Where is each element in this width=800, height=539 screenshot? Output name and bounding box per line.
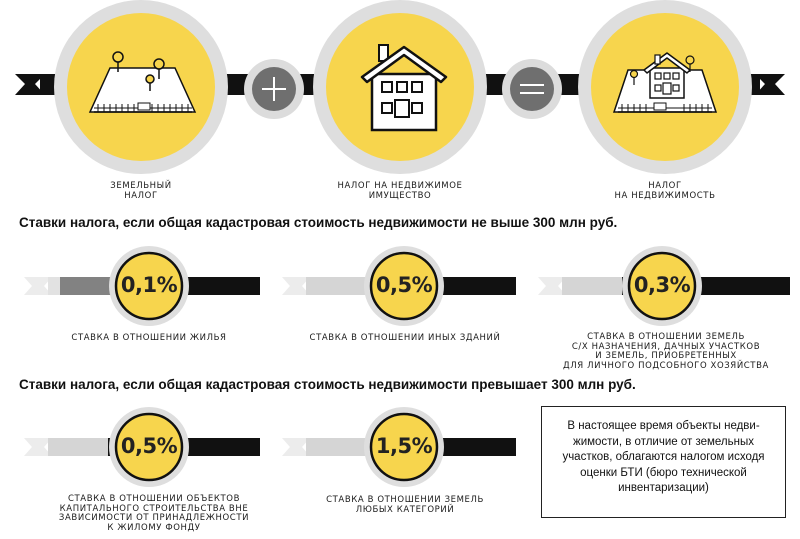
land-tax-icon (54, 0, 228, 174)
section-2-heading: Ставки налога, если общая кадастровая стоимость недвижимости превышает 300 млн руб. (19, 377, 636, 392)
rate-value-any-land: 1,5% (375, 434, 433, 458)
equals-sign-text (527, 80, 528, 81)
property-tax-icon (313, 0, 487, 174)
property-tax-label: НАЛОГ НА НЕДВИЖИМОЕ ИМУЩЕСТВО (337, 181, 463, 201)
bti-note-box: В настоящее время объекты недви- жимости, в отличие от земельных участков, облагаются налогом исходя оценки БТИ (бюро технической инвентаризации) (541, 406, 786, 518)
plus-icon (244, 59, 304, 119)
equals-icon (502, 59, 562, 119)
real-estate-tax-icon (578, 0, 752, 174)
rate-caption-other-buildings: СТАВКА В ОТНОШЕНИИ ИНЫХ ЗДАНИЙ (309, 333, 501, 343)
rate-caption-any-land: СТАВКА В ОТНОШЕНИИ ЗЕМЕЛЬ ЛЮБЫХ КАТЕГОРИЙ (326, 495, 484, 515)
rate-value-housing: 0,1% (120, 273, 178, 297)
rate-value-capital-construction: 0,5% (120, 434, 178, 458)
plus-sign-text (269, 80, 270, 81)
real-estate-tax-label: НАЛОГ НА НЕДВИЖИМОСТЬ (614, 181, 716, 201)
rate-value-other-buildings: 0,5% (375, 273, 433, 297)
land-tax-label: ЗЕМЕЛЬНЫЙ НАЛОГ (110, 181, 172, 201)
rate-caption-capital-construction: СТАВКА В ОТНОШЕНИИ ОБЪЕКТОВ КАПИТАЛЬНОГО СТРОИТЕЛЬСТВА ВНЕ ЗАВИСИМОСТИ ОТ ПРИНАДЛЕЖНОСТИ К ЖИЛОМУ ФОНДУ (58, 494, 250, 533)
section-1-heading: Ставки налога, если общая кадастровая стоимость недвижимости не выше 300 млн руб. (19, 215, 618, 230)
rate-caption-housing: СТАВКА В ОТНОШЕНИИ ЖИЛЬЯ (71, 333, 227, 343)
rate-caption-agricultural-land: СТАВКА В ОТНОШЕНИИ ЗЕМЕЛЬ С/Х НАЗНАЧЕНИЯ, ДАЧНЫХ УЧАСТКОВ И ЗЕМЕЛЬ, ПРИОБРЕТЕННЫХ ДЛЯ ЛИЧНОГО ПОДСОБНОГО ХОЗЯЙСТВА (563, 332, 769, 371)
rate-value-agricultural-land: 0,3% (633, 273, 691, 297)
